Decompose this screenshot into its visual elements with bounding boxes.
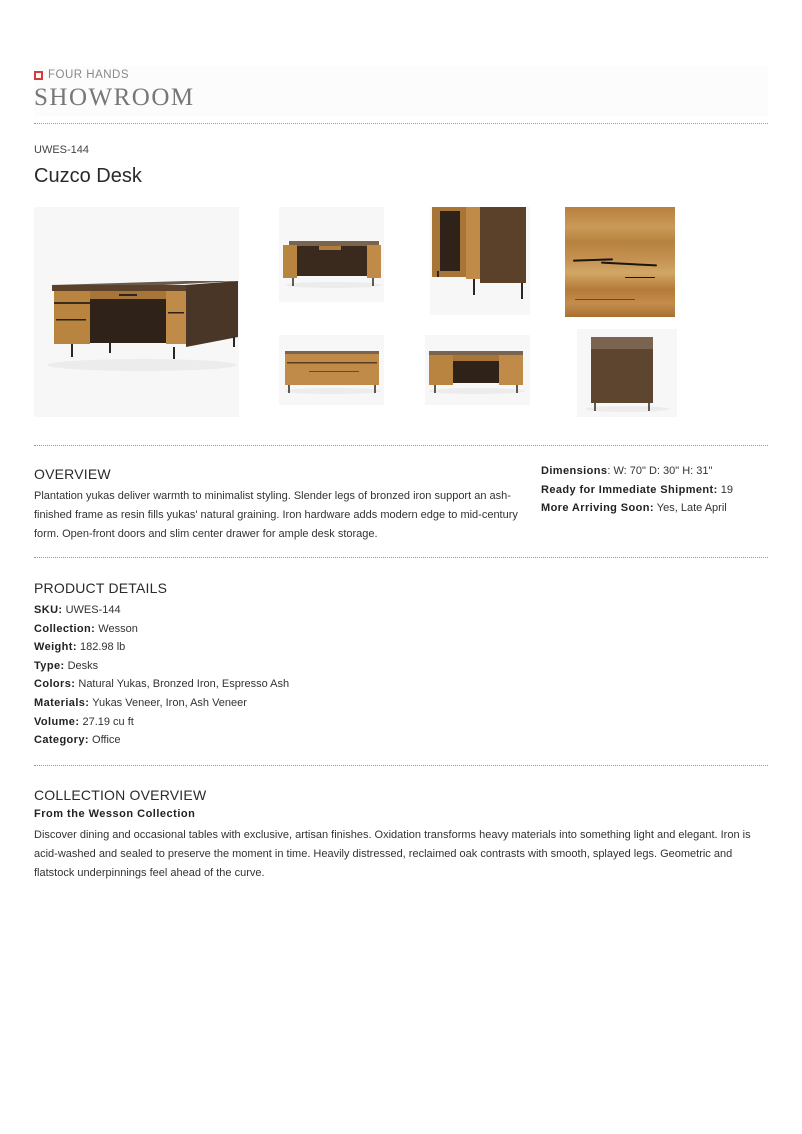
detail-value: Yukas Veneer, Iron, Ash Veneer bbox=[92, 696, 247, 709]
spec-summary bbox=[541, 462, 733, 518]
desk-side-photo[interactable] bbox=[577, 329, 677, 417]
detail-row bbox=[34, 675, 289, 694]
detail-value: Natural Yukas, Bronzed Iron, Espresso Ash bbox=[78, 678, 290, 691]
grain-line bbox=[625, 277, 655, 278]
collection-subheading: From the Wesson Collection bbox=[34, 808, 196, 820]
dimensions-value: : W: 70" D: 30" H: 31" bbox=[607, 465, 713, 477]
detail-label: Type: bbox=[34, 659, 65, 672]
detail-label: Collection: bbox=[34, 622, 96, 635]
collection-heading: COLLECTION OVERVIEW bbox=[34, 787, 207, 803]
desk-doors-open-illustration bbox=[279, 207, 384, 302]
divider bbox=[34, 765, 768, 766]
showroom-wordmark: SHOWROOM bbox=[34, 84, 195, 111]
divider bbox=[34, 557, 768, 558]
desk-doors-open-photo[interactable] bbox=[279, 207, 384, 302]
detail-row bbox=[34, 694, 289, 713]
detail-row bbox=[34, 601, 289, 620]
detail-row bbox=[34, 713, 289, 732]
brand-line bbox=[34, 69, 129, 81]
detail-value: 182.98 lb bbox=[80, 641, 126, 654]
grain-line bbox=[601, 262, 657, 267]
dimensions-label: Dimensions bbox=[541, 465, 608, 477]
arriving-row bbox=[541, 499, 733, 518]
overview-heading: OVERVIEW bbox=[34, 466, 111, 482]
desk-side-illustration bbox=[577, 329, 677, 417]
divider bbox=[34, 123, 768, 124]
divider bbox=[34, 445, 768, 446]
detail-value: 27.19 cu ft bbox=[82, 715, 134, 728]
brand-header bbox=[34, 66, 768, 116]
wood-grain-swatch[interactable] bbox=[565, 207, 675, 317]
dimensions-row bbox=[541, 462, 733, 481]
desk-side-detail-illustration bbox=[430, 207, 530, 315]
desk-back-illustration bbox=[279, 335, 384, 405]
detail-label: Materials: bbox=[34, 696, 90, 709]
detail-value: Wesson bbox=[98, 622, 138, 635]
product-sku: UWES-144 bbox=[34, 144, 90, 156]
detail-label: Volume: bbox=[34, 715, 80, 728]
brand-name: FOUR HANDS bbox=[48, 69, 130, 81]
desk-back-photo[interactable] bbox=[279, 335, 384, 405]
detail-row bbox=[34, 731, 289, 750]
product-title: Cuzco Desk bbox=[34, 165, 142, 187]
detail-label: Category: bbox=[34, 734, 89, 747]
desk-front-illustration bbox=[34, 207, 239, 417]
detail-label: SKU: bbox=[34, 604, 63, 616]
shipment-row bbox=[541, 481, 733, 500]
detail-row bbox=[34, 620, 289, 639]
detail-value: UWES-144 bbox=[65, 604, 121, 616]
collection-text: Discover dining and occasional tables with exclusive, artisan finishes. Oxidation transforms heavy materials into something light and elegant. Iron is acid-washed and sealed to preserve the moment in time. Heavily distressed, reclaimed oak contrasts with smooth, splayed legs. Geometric and flatstock underpinnings feel ahead of the curve. bbox=[34, 829, 751, 879]
detail-value: Desks bbox=[67, 659, 99, 672]
shipment-label: Ready for Immediate Shipment: bbox=[541, 483, 718, 496]
detail-value: Office bbox=[92, 734, 121, 747]
grain-line bbox=[575, 299, 635, 300]
detail-label: Weight: bbox=[34, 641, 77, 654]
arriving-label: More Arriving Soon: bbox=[541, 502, 654, 515]
overview-text: Plantation yukas deliver warmth to minimalist styling. Slender legs of bronzed iron support an ash-finished frame as resin fills yukas' natural graining. Iron hardware adds modern edge to mid-century form. Open-front doors and slim center drawer for ample desk storage. bbox=[34, 490, 518, 540]
detail-row bbox=[34, 657, 289, 676]
detail-row bbox=[34, 638, 289, 657]
product-details-heading: PRODUCT DETAILS bbox=[34, 580, 168, 596]
arriving-value: Yes, Late April bbox=[656, 502, 727, 515]
desk-front-straight-illustration bbox=[425, 335, 530, 405]
product-gallery bbox=[34, 207, 768, 417]
desk-front-photo[interactable] bbox=[34, 207, 239, 417]
desk-side-detail-photo[interactable] bbox=[430, 207, 530, 315]
product-details-list bbox=[34, 601, 289, 750]
detail-label: Colors: bbox=[34, 678, 76, 691]
desk-front-straight-photo[interactable] bbox=[425, 335, 530, 405]
shipment-value: 19 bbox=[720, 483, 733, 496]
four-hands-logo-icon bbox=[34, 71, 43, 80]
